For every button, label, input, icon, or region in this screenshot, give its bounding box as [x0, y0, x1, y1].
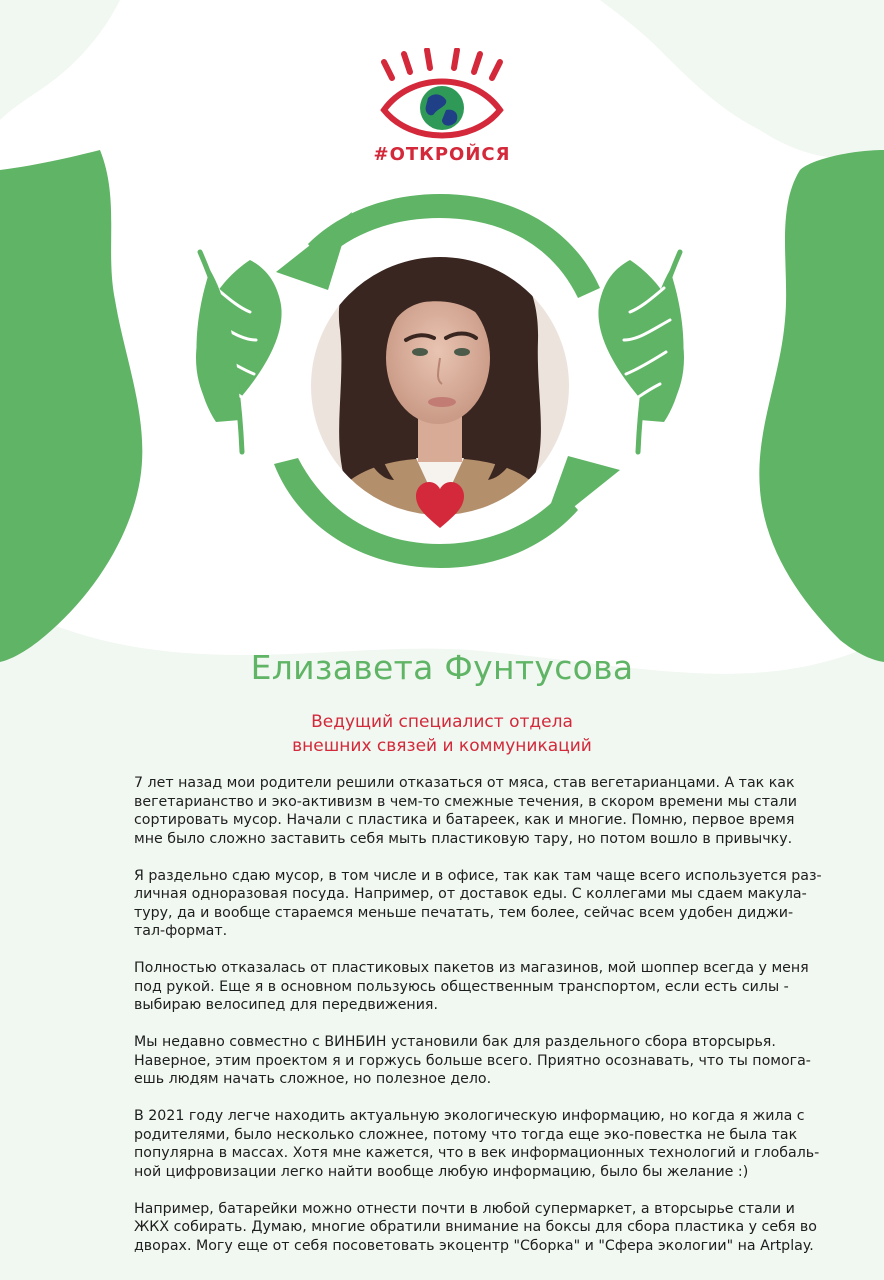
paragraph-line: ной цифровизации легко найти вообще любую информацию, было бы желание :) — [134, 1163, 749, 1180]
paragraph-line: тал-формат. — [134, 923, 228, 939]
paragraph-line: ЖКХ собирать. Думаю, многие обратили внимание на боксы для сбора пластика у себя во — [134, 1219, 817, 1235]
paragraph-line: сортировать мусор. Начали с пластика и батареек, как и многие. Помню, первое время — [134, 812, 795, 828]
paragraph-line: популярна в массах. Хотя мне кажется, что в век информационных технологий и глобаль- — [134, 1145, 820, 1161]
leaf-icon — [598, 252, 684, 452]
paragraph-line: родителями, было несколько сложнее, потому что тогда еще эко-повестка не была так — [134, 1126, 798, 1143]
paragraph-line: дворах. Могу еще от себя посоветовать экоцентр "Сборка" и "Сфера экологии" на Artplay. — [134, 1237, 814, 1254]
paragraph-line: мне было сложно заставить себя мыть пластиковую тару, но потом вошло в привычку. — [134, 830, 793, 847]
article-body — [134, 774, 822, 1274]
paragraph-line: Наверное, этим проектом я и горжусь больше всего. Приятно осознавать, что ты помога- — [134, 1052, 811, 1069]
paragraph — [134, 774, 797, 848]
person-name: Елизавета Фунтусова — [250, 648, 634, 687]
leaf-icon — [196, 252, 282, 452]
paragraph-line: под рукой. Еще я в основном пользуюсь общественным транспортом, если есть силы - — [134, 978, 789, 995]
role-line: внешних связей и коммуникаций — [292, 736, 592, 756]
portrait-photo — [300, 234, 580, 530]
recycle-emblem — [180, 190, 700, 590]
paragraph — [134, 1200, 817, 1256]
paragraph — [134, 867, 822, 941]
paragraph — [134, 959, 809, 1015]
paragraph-line: туру, да и вообще стараемся меньше печатать, тем более, сейчас всем удобен диджи- — [134, 904, 794, 921]
paragraph-line: вегетарианство и эко-активизм в чем-то смежные течения, в скором времени мы стали — [134, 793, 797, 810]
paragraph-line: выбираю велосипед для передвижения. — [134, 997, 438, 1013]
paragraph-line: Например, батарейки можно отнести почти в любой супермаркет, а вторсырье стали и — [134, 1200, 795, 1217]
hashtag-label: #ОТКРОЙСЯ — [373, 144, 511, 165]
paragraph — [134, 1107, 820, 1181]
paragraph-line: ешь людям начать сложное, но полезное дело. — [134, 1071, 492, 1087]
paragraph-line: Мы недавно совместно с ВИНБИН установили бак для раздельного сбора вторсырья. — [134, 1034, 776, 1050]
paragraph-line: личная одноразовая посуда. Например, от доставок еды. С коллегами мы сдаем макула- — [134, 886, 807, 902]
paragraph — [134, 1033, 811, 1089]
role-line: Ведущий специалист отдела — [311, 712, 573, 732]
paragraph-line: 7 лет назад мои родители решили отказаться от мяса, став вегетарианцами. А так как — [134, 775, 795, 791]
person-role — [0, 710, 884, 758]
paragraph-line: В 2021 году легче находить актуальную экологическую информацию, но когда я жила с — [134, 1108, 805, 1124]
paragraph-line: Полностью отказалась от пластиковых пакетов из магазинов, мой шоппер всегда у меня — [134, 960, 809, 976]
paragraph-line: Я раздельно сдаю мусор, в том числе и в офисе, так как там чаще всего используется раз- — [134, 867, 822, 884]
